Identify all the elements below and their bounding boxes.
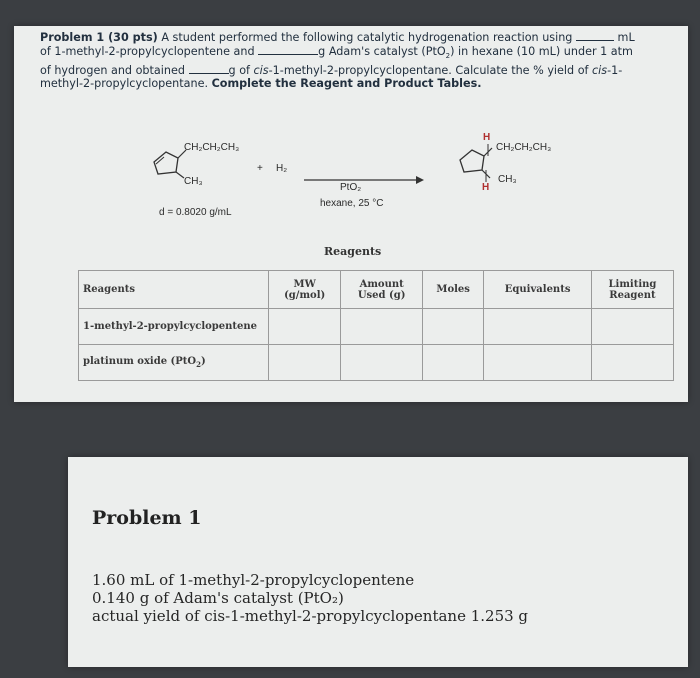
given-line: 1.60 mL of 1-methyl-2-propylcyclopentene: [92, 571, 415, 589]
reaction-arrow-icon: [304, 174, 424, 188]
row-name-text: platinum oxide (PtO: [83, 356, 197, 367]
problem-text-seg: of hydrogen and obtained: [40, 64, 185, 78]
row-name-sub: 2: [196, 360, 202, 369]
blank-yield-mass: [189, 63, 229, 74]
given-data-card: [68, 457, 688, 667]
cell-amount[interactable]: [341, 309, 423, 345]
cell-moles[interactable]: [423, 345, 484, 381]
problem-title: Problem 1 (30 pts): [40, 31, 158, 44]
header-limiting: [591, 271, 673, 309]
header-mw-line2: (g/mol): [284, 289, 326, 301]
header-reagents: Reagents: [79, 271, 269, 309]
problem-text-seg: mL: [617, 31, 635, 44]
problem-text-seg: -1-methyl-2-propylcyclopentane. Calculate the % yield of: [268, 64, 593, 78]
cell-equivalents[interactable]: [484, 345, 592, 381]
cell-mw[interactable]: [269, 309, 341, 345]
problem-text-seg: g of: [228, 64, 254, 78]
problem-card: [14, 26, 688, 402]
header-amount: [341, 271, 423, 309]
table-row: [79, 345, 674, 381]
header-limiting-line1: Limiting: [608, 278, 657, 290]
conditions-label: hexane, 25 °C: [320, 198, 384, 209]
hydrogen-label: H₂: [276, 163, 288, 174]
blank-catalyst-mass: [258, 44, 318, 55]
cell-moles[interactable]: [423, 309, 484, 345]
problem-text-italic: cis: [592, 64, 608, 78]
header-limiting-line2: Reagent: [609, 289, 656, 301]
catalyst-label: PtO₂: [340, 182, 362, 193]
cell-equivalents[interactable]: [484, 309, 592, 345]
product-methyl-label: CH₃: [498, 174, 517, 185]
given-line: 0.140 g of Adam's catalyst (PtO₂): [92, 589, 344, 607]
given-lines: [92, 571, 672, 625]
problem-text-seg: -1-: [607, 64, 623, 78]
row-reagent-name: [79, 345, 269, 381]
header-mw-line1: MW: [293, 278, 316, 290]
reactant-structure: [142, 138, 272, 198]
sub-2: 2: [445, 52, 451, 61]
blank-volume: [576, 30, 614, 41]
row-reagent-name: 1-methyl-2-propylcyclopentene: [79, 309, 269, 345]
reagents-table-caption: Reagents: [324, 245, 382, 258]
reactant-propyl-label: CH₂CH₂CH₃: [184, 142, 240, 153]
problem-text-italic: cis: [253, 64, 269, 78]
problem-statement: [40, 30, 680, 90]
problem-text-seg: methyl-2-propylcyclopentane.: [40, 77, 209, 91]
given-title: Problem 1: [92, 507, 202, 529]
cell-mw[interactable]: [269, 345, 341, 381]
cell-limiting[interactable]: [591, 309, 673, 345]
cell-amount[interactable]: [341, 345, 423, 381]
product-h-top-label: H: [483, 132, 491, 143]
product-propyl-label: CH₂CH₂CH₃: [496, 142, 552, 153]
density-label: d = 0.8020 g/mL: [159, 207, 232, 218]
header-moles: Moles: [423, 271, 484, 309]
problem-text-seg: of 1-methyl-2-propylcyclopentene and: [40, 45, 255, 58]
cell-limiting[interactable]: [591, 345, 673, 381]
header-equivalents: Equivalents: [484, 271, 592, 309]
header-amount-line1: Amount: [359, 278, 404, 290]
problem-instruction: Complete the Reagent and Product Tables.: [211, 77, 482, 91]
reactant-methyl-label: CH₃: [184, 176, 203, 187]
reagent-table: [78, 270, 674, 381]
row-name-close: ): [201, 356, 206, 367]
header-mw: [269, 271, 341, 309]
given-line: actual yield of cis-1-methyl-2-propylcyclopentane 1.253 g: [92, 607, 529, 625]
table-header-row: [79, 271, 674, 309]
problem-text-seg: ) in hexane (10 mL) under 1 atm: [450, 45, 633, 58]
table-row: [79, 309, 674, 345]
product-h-bottom-label: H: [482, 182, 490, 193]
header-amount-line2: Used (g): [357, 289, 406, 301]
plus-sign: +: [257, 163, 263, 174]
problem-text-seg: g Adam's catalyst (PtO: [318, 45, 446, 58]
product-structure: [448, 134, 588, 200]
problem-text-seg: A student performed the following catalytic hydrogenation reaction using: [161, 31, 573, 44]
